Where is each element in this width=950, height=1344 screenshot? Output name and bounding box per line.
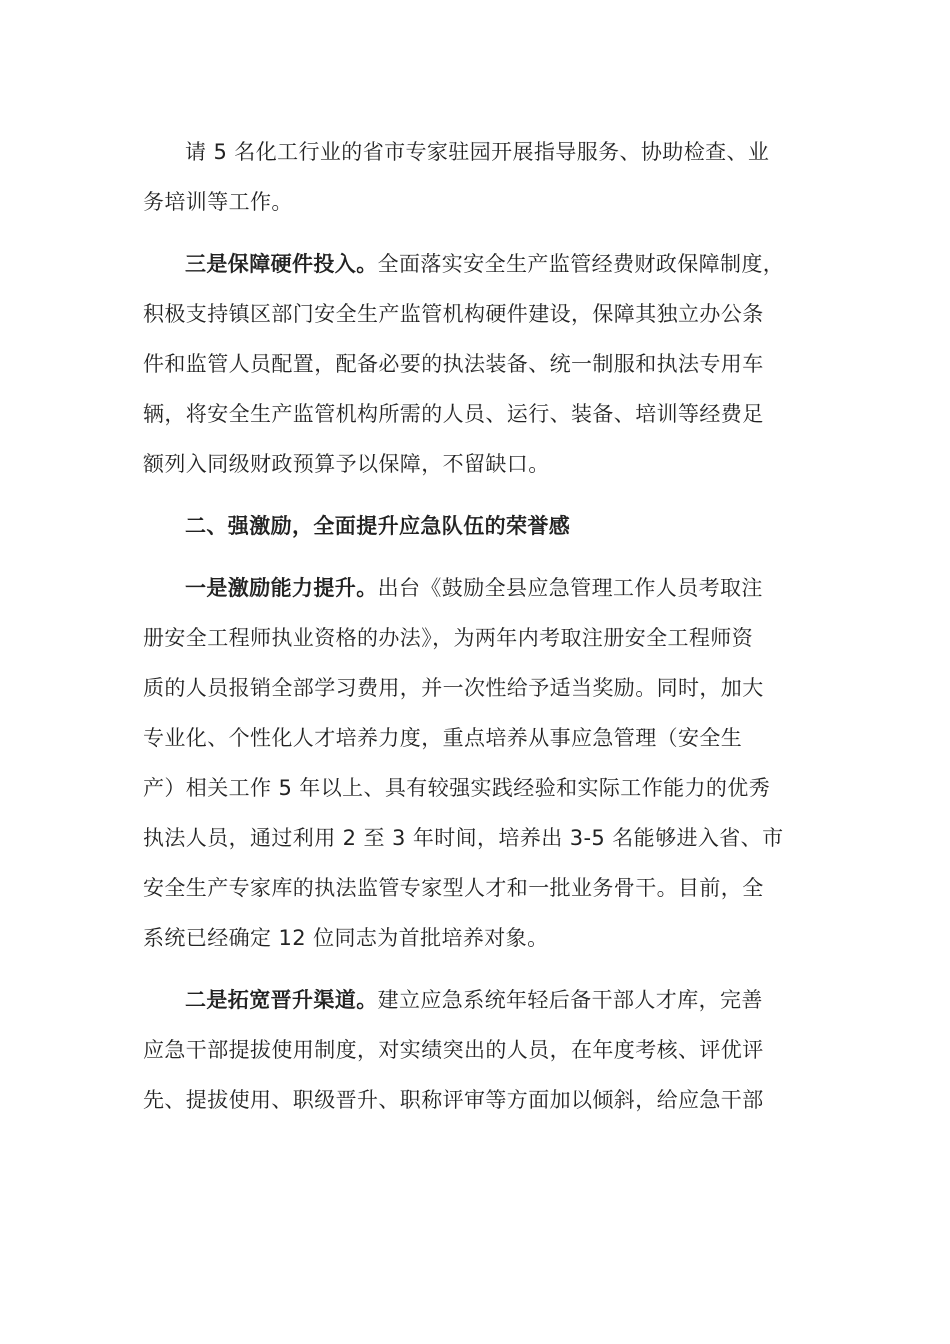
text-line <box>143 563 813 613</box>
text-line: 安全生产专家库的执法监管专家型人才和一批业务骨干。目前，全 <box>143 876 764 900</box>
text-line: 应急干部提拔使用制度，对实绩突出的人员，在年度考核、评优评 <box>143 1038 764 1062</box>
text-fragment: 建立应急系统年轻后备干部人才库，完善 <box>377 988 763 1012</box>
text-line: 专业化、个性化人才培养力度，重点培养从事应急管理（安全生 <box>143 726 743 750</box>
text-fragment: 出台《鼓励全县应急管理工作人员考取注 <box>377 576 763 600</box>
text-line: 辆，将安全生产监管机构所需的人员、运行、装备、培训等经费足 <box>143 402 764 426</box>
text-line: 执法人员，通过利用 2 至 3 年时间，培养出 3-5 名能够进入省、市 <box>143 826 784 850</box>
paragraph-lead: 三是保障硬件投入。 <box>185 252 378 276</box>
paragraph-ability-incentive <box>143 563 813 963</box>
text-line: 先、提拔使用、职级晋升、职称评审等方面加以倾斜，给应急干部 <box>143 1088 764 1112</box>
text-line <box>143 239 813 289</box>
text-line: 质的人员报销全部学习费用，并一次性给予适当奖励。同时，加大 <box>143 676 764 700</box>
text-line: 积极支持镇区部门安全生产监管机构硬件建设，保障其独立办公条 <box>143 302 764 326</box>
text-line: 产）相关工作 5 年以上、具有较强实践经验和实际工作能力的优秀 <box>143 776 771 800</box>
paragraph-promotion-channels <box>143 975 813 1125</box>
text-line: 件和监管人员配置，配备必要的执法装备、统一制服和执法专用车 <box>143 352 764 376</box>
paragraph-lead: 二是拓宽晋升渠道。 <box>185 988 378 1012</box>
paragraph-hardware-investment <box>143 239 813 489</box>
text-line <box>143 975 813 1025</box>
text-line: 务培训等工作。 <box>143 190 293 214</box>
text-line: 册安全工程师执业资格的办法》，为两年内考取注册安全工程师资 <box>143 626 754 650</box>
text-fragment: 全面落实安全生产监管经费财政保障制度， <box>377 252 785 276</box>
paragraph-expert-service <box>143 127 813 227</box>
section-heading-2 <box>143 501 813 551</box>
text-line: 额列入同级财政预算予以保障，不留缺口。 <box>143 452 550 476</box>
text-line: 请 5 名化工行业的省市专家驻园开展指导服务、协助检查、业 <box>185 140 770 164</box>
text-line: 系统已经确定 12 位同志为首批培养对象。 <box>143 926 549 950</box>
section-heading: 二、强激励，全面提升应急队伍的荣誉感 <box>185 514 571 538</box>
document-body <box>143 127 813 1125</box>
paragraph-lead: 一是激励能力提升。 <box>185 576 378 600</box>
